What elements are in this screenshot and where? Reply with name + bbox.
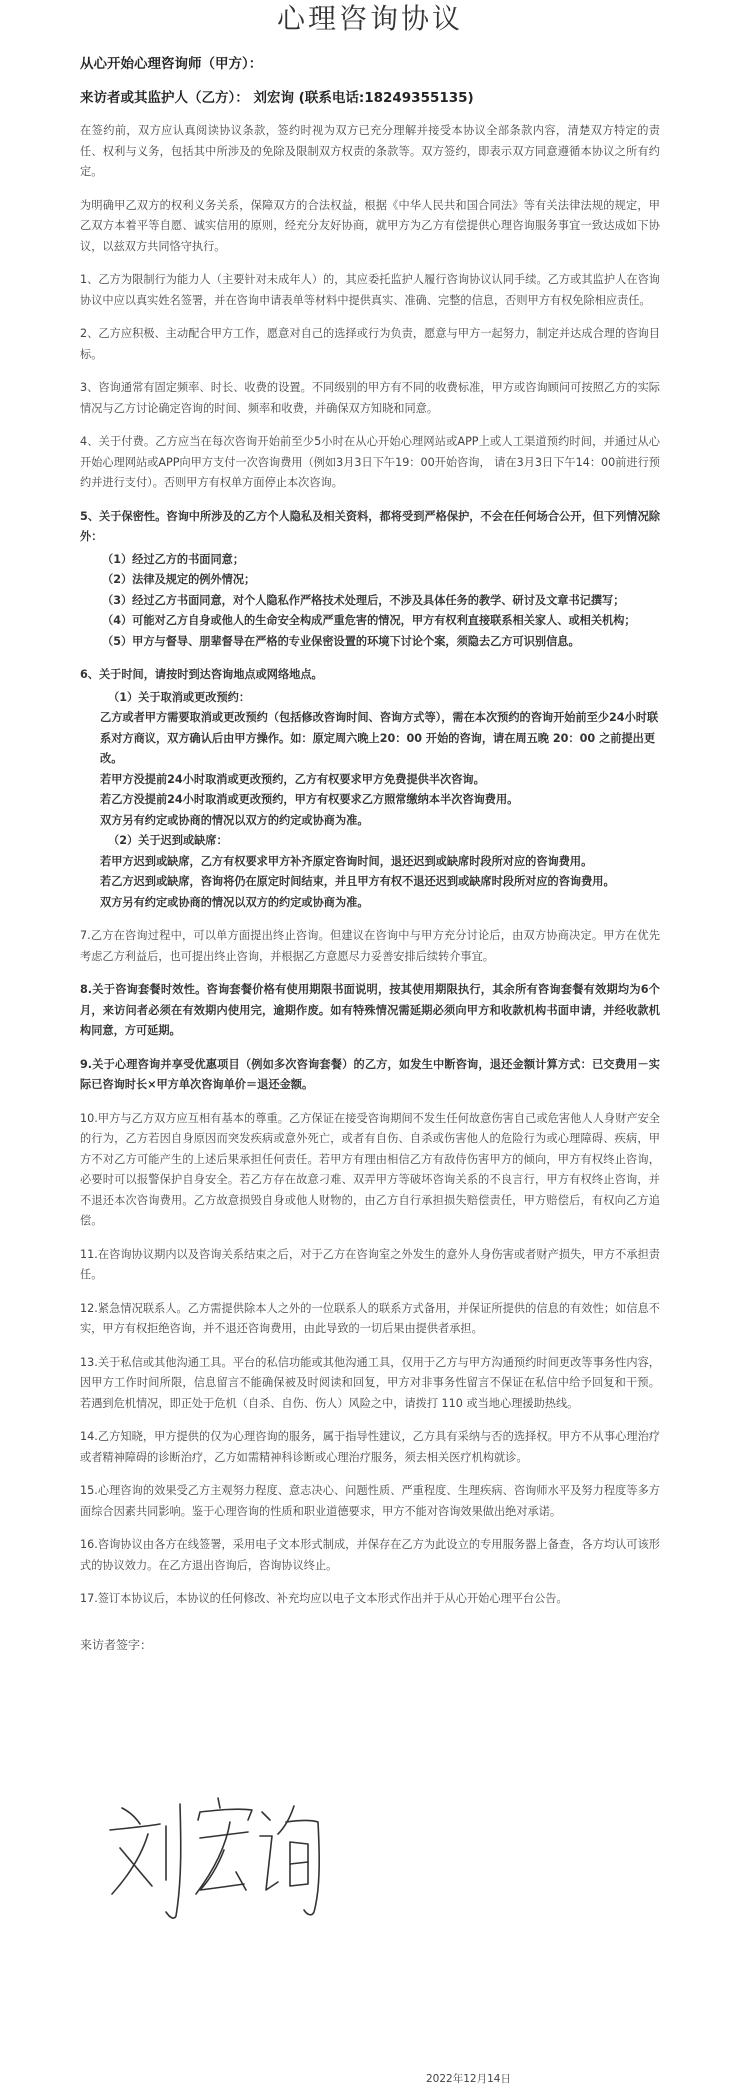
clause-1: 1、乙方为限制行为能力人（主要针对未成年人）的，其应委托监护人履行咨询协议认同手续。乙方或其监护人在咨询协议中应以真实姓名签署，并在咨询申请表单等材料中提供真实、准确、完整的信息，否则甲方有权免除相应责任。 (80, 273, 660, 307)
clause-2: 2、乙方应积极、主动配合甲方工作，愿意对自己的选择或行为负责，愿意与甲方一起努力，制定并达成合理的咨询目标。 (80, 327, 660, 361)
clause-6-sub-item: 乙方或者甲方需要取消或更改预约（包括修改咨询时间、咨询方式等），需在本次预约的咨询开始前至少24小时联系对方商议，双方确认后由甲方操作。如：原定周六晚上20：00 开始的咨询，请在周五晚 20：00 之前提出更改。 (100, 711, 659, 765)
clause-6-sub-title: （1）关于取消或更改预约： (108, 690, 251, 704)
clause-13: 13.关于私信或其他沟通工具。平台的私信功能或其他沟通工具，仅用于乙方与甲方沟通预约时间更改等事务性内容，因甲方工作时间所限，信息留言不能确保被及时阅读和回复，甲方对非事务性留言不保证在私信中给予回复和干预。若遇到危机情况，即正处于危机（自杀、自伤、伤人）风险之中，请拨打 110 或当地心理援助热线。 (80, 1355, 660, 1410)
signature-label: 来访者签字： (80, 1637, 153, 1652)
clause-14: 14.乙方知晓，甲方提供的仅为心理咨询的服务，属于指导性建议，乙方具有采纳与否的选择权。甲方不从事心理治疗或者精神障碍的诊断治疗，乙方如需精神科诊断或心理治疗服务，须去相关医疗机构就诊。 (80, 1430, 660, 1464)
clause-6: 6、关于时间，请按时到达咨询地点或网络地点。 (80, 668, 323, 681)
clause-4: 4、关于付费。乙方应当在每次咨询开始前至少5小时在从心开始心理网站或APP上或人工渠道预约时间，并通过从心开始心理网站或APP向甲方支付一次咨询费用（例如3月3日下午19：00开始咨询， 请在3月3日下午14：00前进行预约并进行支付）。否则甲方有权单方面停止本次咨询。 (80, 435, 660, 489)
page-title: 心理咨询协议 (276, 2, 463, 35)
clause-6-sub-item: 双方另有约定或协商的情况以双方的约定或协商为准。 (100, 895, 369, 909)
clause-3: 3、咨询通常有固定频率、时长、收费的设置。不同级别的甲方有不同的收费标准，甲方或咨询顾问可按照乙方的实际情况与乙方讨论确定咨询的时间、频率和收费，并确保双方知晓和同意。 (80, 381, 660, 415)
clause-5-item: （2）法律及规定的例外情况； (102, 573, 256, 586)
clause-7: 7.乙方在咨询过程中，可以单方面提出终止咨询。但建议在咨询中与甲方充分讨论后，由双方协商决定。甲方在优先考虑乙方利益后，也可提出终止咨询，并根据乙方意愿尽力妥善安排后续转介事宜。 (80, 929, 660, 963)
clause-9: 9.关于心理咨询并享受优惠项目（例如多次咨询套餐）的乙方，如发生中断咨询，退还金额计算方式：已交费用－实际已咨询时长×甲方单次咨询单价＝退还金额。 (80, 1057, 660, 1091)
sign-date: 2022年12月14日 (426, 2073, 511, 2085)
clause-6-sub-item: 双方另有约定或协商的情况以双方的约定或协商为准。 (100, 813, 369, 827)
clause-16: 16.咨询协议由各方在线签署，采用电子文本形式制成，并保存在乙方为此设立的专用服务器上备查，各方均认可该形式的协议效力。在乙方退出咨询后，咨询协议终止。 (80, 1538, 660, 1572)
clause-11: 11.在咨询协议期内以及咨询关系结束之后，对于乙方在咨询室之外发生的意外人身伤害或者财产损失，甲方不承担责任。 (80, 1247, 660, 1281)
clause-6-sub-item: 若乙方迟到或缺席，咨询将仍在原定时间结束，并且甲方有权不退还迟到或缺席时段所对应的咨询费用。 (100, 875, 615, 888)
handwritten-signature (100, 1790, 330, 1930)
clause-5-item: （5）甲方与督导、朋辈督导在严格的专业保密设置的环境下讨论个案，须隐去乙方可识别信息。 (102, 634, 580, 648)
party-b-line: 来访者或其监护人（乙方）： 刘宏询 (联系电话:18249355135) (80, 90, 474, 106)
clause-6-body (80, 688, 660, 914)
clause-10: 10.甲方与乙方双方应互相有基本的尊重。乙方保证在接受咨询期间不发生任何故意伤害自己或危害他人人身财产安全的行为，乙方若因自身原因而突发疾病或意外死亡，或者有自伤、自杀或伤害他人的危险行为或心理障碍、疾病，甲方不对乙方可能产生的上述后果承担任何责任。若甲方有理由相信乙方有敌侍伤害甲方的倾向，甲方有权终止咨询，必要时可以报警保护自身安全。若乙方存在故意刁难、双弄甲方等破坏咨询关系的不良言行，甲方有权终止咨询，并不退还本次咨询费用。乙方故意损毁自身或他人财物的，由乙方自行承担损失赔偿责任，甲方赔偿后，有权向乙方追偿。 (80, 1111, 660, 1227)
clause-15: 15.心理咨询的效果受乙方主观努力程度、意志决心、问题性质、严重程度、生理疾病、咨询师水平及努力程度等多方面综合因素共同影响。鉴于心理咨询的性质和职业道德要求，甲方不能对咨询效果做出绝对承诺。 (80, 1484, 660, 1518)
clause-17: 17.签订本协议后，本协议的任何修改、补充均应以电子文本形式作出并于从心开始心理平台公告。 (80, 1592, 568, 1605)
clause-12: 12.紧急情况联系人。乙方需提供除本人之外的一位联系人的联系方式备用，并保证所提供的信息的有效性；如信息不实，甲方有权拒绝咨询，并不退还咨询费用，由此导致的一切后果由提供者承担。 (80, 1301, 660, 1335)
clause-8: 8.关于咨询套餐时效性。咨询套餐价格有使用期限书面说明，按其使用期限执行，其余所有咨询套餐有效期均为6个月，来访问者必须在有效期内使用完，逾期作废。如有特殊情况需延期必须向甲方和收款机构书面申请，并经收款机构同意，方可延期。 (80, 983, 660, 1037)
clause-6-sub-item: 若甲方迟到或缺席，乙方有权要求甲方补齐原定咨询时间，退还迟到或缺席时段所对应的咨询费用。 (100, 854, 593, 868)
clause-5-item: （4）可能对乙方自身或他人的生命安全构成严重危害的情况，甲方有权利直接联系相关家人、或相关机构； (102, 614, 636, 627)
clause-5-item: （1）经过乙方的书面同意； (102, 552, 245, 566)
clause-5-item: （3）经过乙方书面同意，对个人隐私作严格技术处理后，不涉及具体任务的教学、研讨及文章书记撰写； (102, 593, 625, 607)
intro-paragraph: 在签约前，双方应认真阅读协议条款，签约时视为双方已充分理解并接受本协议全部条款内容，清楚双方特定的责任、权利与义务，包括其中所涉及的免除及限制双方权责的条款等。双方签约，即表示双方同意遵循本协议之所有约定。 (80, 124, 660, 178)
party-a-line: 从心开始心理咨询师（甲方）： (80, 56, 263, 72)
clause-5: 5、关于保密性。咨询中所涉及的乙方个人隐私及相关资料，都将受到严格保护，不会在任何场合公开，但下列情况除外： (80, 509, 660, 543)
clause-6-sub-item: 若乙方没提前24小时取消或更改预约，甲方有权要求乙方照常缴纳本半次咨询费用。 (100, 793, 519, 806)
intro-paragraph: 为明确甲乙双方的权利义务关系，保障双方的合法权益，根据《中华人民共和国合同法》等有关法律法规的规定，甲乙双方本着平等自愿、诚实信用的原则，经充分友好协商，就甲方为乙方有偿提供心理咨询服务事宜一致达成如下协议，以兹双方共同恪守执行。 (80, 198, 660, 253)
clause-6-sub-item: 若甲方没提前24小时取消或更改预约，乙方有权要求甲方免费提供半次咨询。 (100, 772, 485, 786)
clause-6-sub-title: （2）关于迟到或缺席： (108, 834, 228, 847)
clause-5-list (80, 550, 660, 653)
